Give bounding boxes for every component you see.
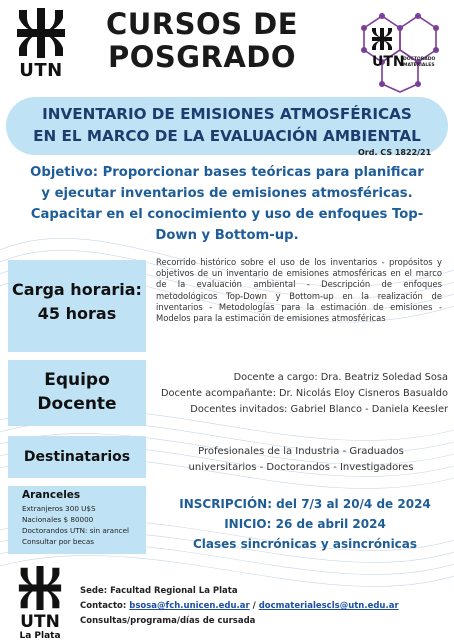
hexagon-network-icon [352, 6, 447, 94]
email-separator: / [249, 601, 259, 611]
docentes-list [150, 370, 448, 418]
equipo-line-1: Equipo [44, 370, 110, 390]
destinatarios-text [166, 444, 436, 476]
doctorado-logo-sub [403, 57, 435, 68]
email-link-docmateriales[interactable]: docmaterialescls@utn.edu.ar [258, 601, 399, 611]
doctorado-logo [352, 6, 447, 94]
contacto-label: Contacto: [80, 601, 130, 611]
equipo-docente-label [8, 368, 146, 416]
email-link-bsosa[interactable]: bsosa@fch.unicen.edu.ar [129, 601, 250, 611]
ordinance-label: Ord. CS 1822/21 [358, 148, 432, 157]
title-line-2: POSGRADO [107, 40, 297, 74]
utn-logo [12, 8, 70, 88]
doctorado-sub-line-1: DOCTORADO [403, 57, 436, 62]
docentes-invitados: Docentes invitados: Gabriel Blanco - Daniela Keesler [190, 404, 448, 415]
carga-horaria-label [8, 278, 146, 326]
utn-emblem-icon [18, 566, 62, 610]
inicio-date: INICIO: 26 de abril 2024 [224, 517, 386, 531]
footer-contact [80, 584, 450, 629]
page-title [82, 8, 322, 74]
list-item: Doctorandos UTN: sin arancel [22, 526, 130, 535]
class-modality: Clases sincrónicas y asincrónicas [192, 537, 418, 551]
docente-a-cargo: Docente a cargo: Dra. Beatriz Soledad Sosa [233, 372, 448, 383]
doctorado-sub-line-2: MATERIALES [403, 62, 435, 68]
carga-horaria-line-2: 45 horas [37, 304, 117, 323]
destinatarios-line-1: Profesionales de la Industria - Graduados [198, 446, 404, 457]
inscripcion-dates: INSCRIPCIÓN: del 7/3 al 20/4 de 2024 [179, 497, 431, 511]
sede-text: Sede: Facultad Regional La Plata [80, 586, 238, 596]
destinatarios-label: Destinatarios [23, 449, 131, 465]
footer-logo-sub: La Plata [19, 631, 61, 641]
aranceles-title: Aranceles [22, 489, 81, 501]
list-item: Extranjeros 300 U$S [22, 504, 96, 513]
footer-logo-text: UTN [20, 612, 60, 632]
destinatarios-line-2: universitarios - Doctorandos - Investigadores [188, 462, 414, 473]
utn-la-plata-logo [12, 566, 68, 642]
utn-emblem-icon [17, 8, 65, 58]
course-title-line-1: INVENTARIO DE EMISIONES ATMOSFÉRICAS [42, 105, 412, 123]
title-line-1: CURSOS DE [105, 7, 299, 41]
inscripcion-block [160, 494, 450, 554]
contacto-line [80, 599, 450, 614]
course-contents: Recorrido histórico sobre el uso de los inventarios - propósitos y objetivos de un inventario de emisiones atmosféricas en el marco de la evaluación ambiental - Descripción de enfoques metodológicos Top-Down y Bottom-up en la realización de inventarios - Metodologías para la estimación de emisiones - Modelos para la estimación de emisiones atmosféricas [156, 257, 442, 324]
aranceles-list [22, 503, 129, 547]
doctorado-logo-text: UTN [372, 54, 405, 70]
list-item: Consultar por becas [22, 537, 95, 546]
docente-acompanante: Docente acompañante: Dr. Nicolás Eloy Cisneros Basualdo [161, 388, 448, 399]
objective-text: Objetivo: Proporcionar bases teóricas para planificar y ejecutar inventarios de emisiones atmosféricas. Capacitar en el conocimiento y uso de enfoques Top-Down y Bottom-up. [30, 165, 424, 243]
carga-horaria-line-1: Carga horaria: [12, 280, 142, 299]
course-title-line-2: EN EL MARCO DE LA EVALUACIÓN AMBIENTAL [33, 127, 421, 145]
equipo-line-2: Docente [37, 394, 117, 414]
course-title [6, 103, 448, 147]
consultas-text: Consultas/programa/días de cursada [80, 616, 256, 626]
utn-logo-text: UTN [19, 60, 63, 81]
list-item: Nacionales $ 80000 [22, 515, 94, 524]
